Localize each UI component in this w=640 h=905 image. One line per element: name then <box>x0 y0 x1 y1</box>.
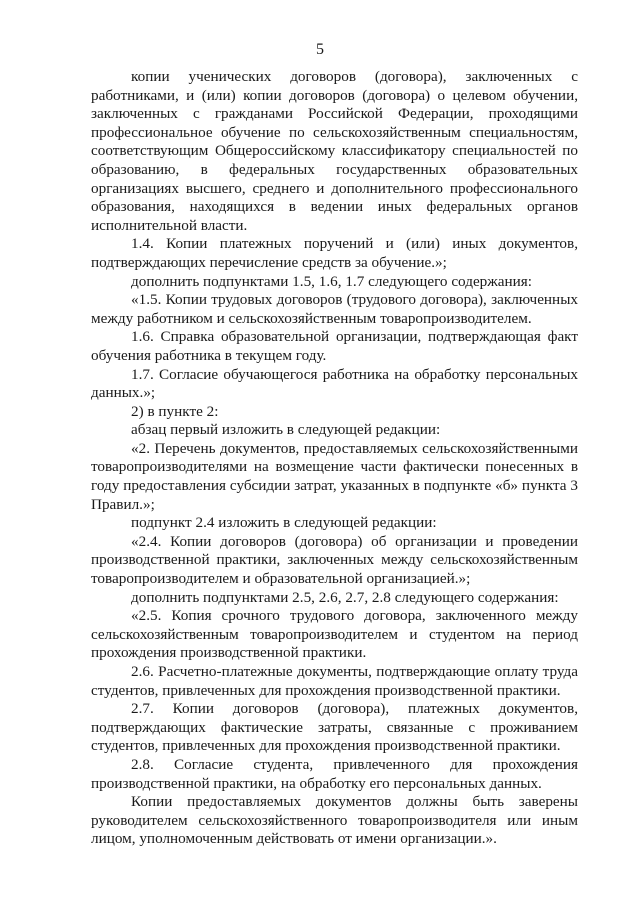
paragraph: 2) в пункте 2: <box>131 402 219 420</box>
paragraph: дополнить подпунктами 1.5, 1.6, 1.7 следующего содержания: <box>131 272 532 290</box>
paragraph: Копии предоставляемых документов должны быть заверены руководителем сельскохозяйственного товаропроизводителя или иным лицом, уполномоченным действовать от имени организации.». <box>91 793 578 848</box>
paragraph: 2.8. Согласие студента, привлеченного для прохождения производственной практики, на обработку его персональных данных. <box>91 755 578 792</box>
paragraph: «2. Перечень документов, предоставляемых сельскохозяйственными товаропроизводителями на возмещение части фактически понесенных в году предоставления субсидии затрат, указанных в подпункте «б» пункта 3 Правил.»; <box>91 439 578 513</box>
paragraph: 2.6. Расчетно-платежные документы, подтверждающие оплату труда студентов, привлеченных для прохождения производственной практики. <box>91 663 578 699</box>
paragraph: 1.7. Согласие обучающегося работника на обработку персональных данных.»; <box>91 365 578 402</box>
paragraph: «1.5. Копии трудовых договоров (трудового договора), заключенных между работником и сельскохозяйственным товаропроизводителем. <box>91 291 578 327</box>
paragraph: «2.5. Копия срочного трудового договора, заключенного между сельскохозяйственным товаропроизводителем и студентом на период прохождения производственной практики. <box>91 607 578 662</box>
page-number: 5 <box>316 41 324 58</box>
paragraph: 1.4. Копии платежных поручений и (или) иных документов, подтверждающих перечисление средств за обучение.»; <box>91 235 578 271</box>
document-body <box>91 68 578 849</box>
paragraph: абзац первый изложить в следующей редакции: <box>131 421 441 439</box>
paragraph: подпункт 2.4 изложить в следующей редакции: <box>131 514 437 532</box>
paragraph: копии ученических договоров (договора), заключенных с работниками, и (или) копии договоров (договора) о целевом обучении, заключенных с гражданами Российской Федерации, проходящими профессиональное обучение по сельскохозяйственным специальностям, соответствующим Общероссийскому классификатору специальностей по образованию, в федеральных государственных образовательных организациях высшего, среднего и дополнительного профессионального образования, находящихся в ведении иных федеральных органов исполнительной власти. <box>91 68 578 234</box>
paragraph: «2.4. Копии договоров (договора) об организации и проведении производственной практики, заключенных между сельскохозяйственным товаропроизводителем и образовательной организацией.»; <box>91 532 578 588</box>
paragraph: 2.7. Копии договоров (договора), платежных документов, подтверждающих фактические затраты, связанные с проживанием студентов, привлеченных для прохождения производственной практики. <box>91 700 578 755</box>
paragraph: 1.6. Справка образовательной организации, подтверждающая факт обучения работника в текущем году. <box>91 328 578 364</box>
paragraph: дополнить подпунктами 2.5, 2.6, 2.7, 2.8 следующего содержания: <box>131 588 559 606</box>
